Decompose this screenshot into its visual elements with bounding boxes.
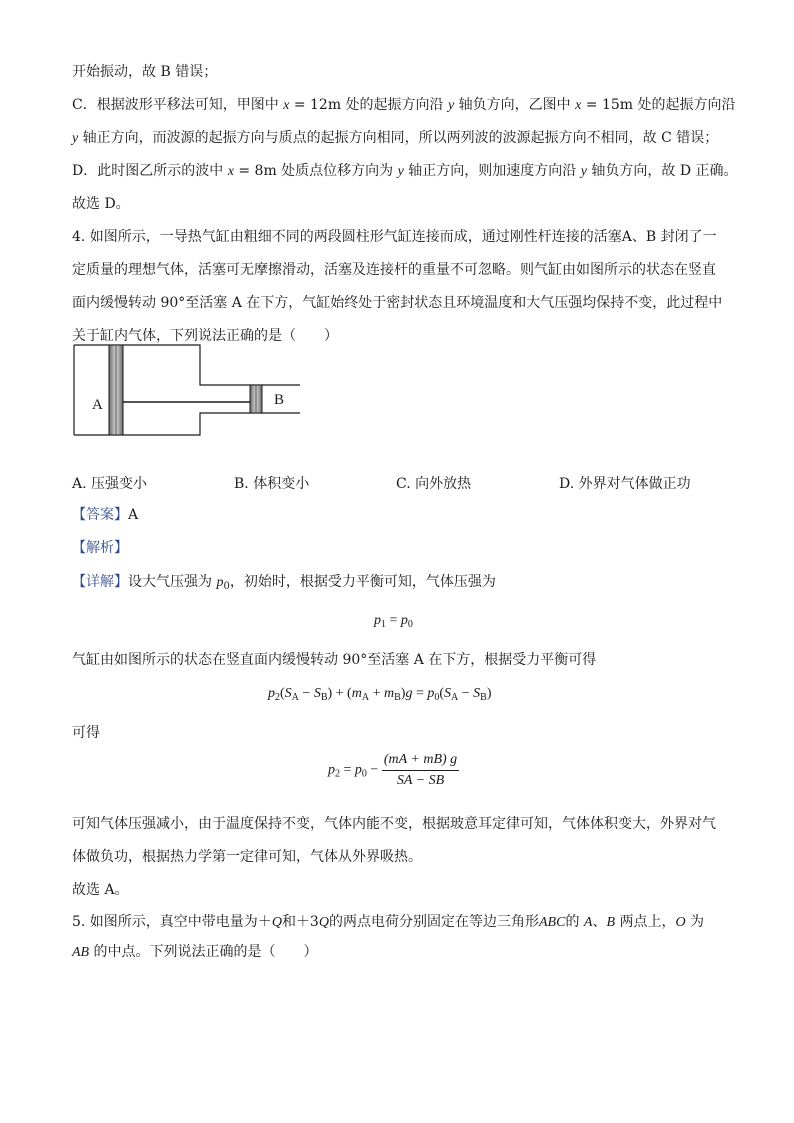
text-line: 气缸由如图所示的状态在竖直面内缓慢转动 90°至活塞 A 在下方，根据受力平衡可得: [72, 652, 597, 668]
fraction: $\frac{(mA + mB) g}{SA - SB}$: [383, 752, 458, 788]
cylinder-wall: [74, 413, 300, 435]
text-line: 体做负功，根据热力学第一定律可知，气体从外界吸热。: [72, 849, 422, 865]
text-line: 可知气体压强减小，由于温度保持不变，气体内能不变，根据玻意耳定律可知，气体体积变大，外界对气: [72, 816, 716, 832]
question-4-stem: 关于缸内气体，下列说法正确的是（ ）: [72, 328, 338, 344]
detail-line: 【详解】设大气压强为 $p_0$，初始时，根据受力平衡可知，气体压强为: [72, 574, 496, 592]
text-line: y 轴正方向，而波源的起振方向与质点的起振方向相同，所以两列波的波源起振方向不相同，故 C 错误；: [72, 130, 719, 146]
text-line: 可得: [72, 725, 100, 741]
equation-2: $p_2(S_A - S_B) + (m_A + m_B)g = p_0(S_A - S_B)$: [268, 686, 492, 703]
text-line: 故选 A。: [72, 882, 129, 898]
text-line: 开始振动，故 B 错误；: [72, 64, 218, 80]
analysis-heading: 【解析】: [72, 540, 128, 556]
option-d: D. 外界对气体做正功: [559, 476, 691, 492]
question-5-stem: 5. 如图所示，真空中带电量为＋Q和＋3Q的两点电荷分别固定在等边三角形ABC的 A、B 两点上，O 为: [72, 914, 705, 930]
answer-line: 【答案】A: [72, 507, 139, 523]
cylinder-wall: [74, 345, 300, 385]
text-line: 故选 D。: [72, 196, 130, 212]
figure-label-a: A: [92, 397, 103, 413]
option-b: B. 体积变小: [234, 476, 310, 492]
equation-1: $p_1 = p_0$: [374, 613, 413, 630]
question-4-stem: 面内缓慢转动 90°至活塞 A 在下方，气缸始终处于密封状态且环境温度和大气压强均保持不变，此过程中: [72, 295, 723, 311]
question-5-stem: AB 的中点。下列说法正确的是（ ）: [72, 944, 318, 960]
option-a: A. 压强变小: [72, 476, 148, 492]
equation-3: $p_2 = p_0$ − $\frac{(mA + mB) g}{SA - SB}$: [328, 752, 458, 788]
question-4-stem: 定质量的理想气体，活塞可无摩擦滑动，活塞及连接杆的重量不可忽略。则气缸由如图所示的状态在竖直: [72, 262, 716, 278]
cylinder-figure: [72, 342, 312, 442]
text-line: D．此时图乙所示的波中 x = 8m 处质点位移方向为 y 轴正方向，则加速度方向沿 y 轴负方向，故 D 正确。: [72, 163, 738, 179]
question-4-stem: 4. 如图所示，一导热气缸由粗细不同的两段圆柱形气缸连接而成，通过刚性杆连接的活塞A、B 封闭了一: [72, 229, 717, 245]
text-line: C．根据波形平移法可知，甲图中 x = 12m 处的起振方向沿 y 轴负方向，乙图中 x = 15m 处的起振方向沿: [72, 97, 736, 113]
option-c: C. 向外放热: [396, 476, 472, 492]
figure-label-b: B: [274, 392, 285, 408]
